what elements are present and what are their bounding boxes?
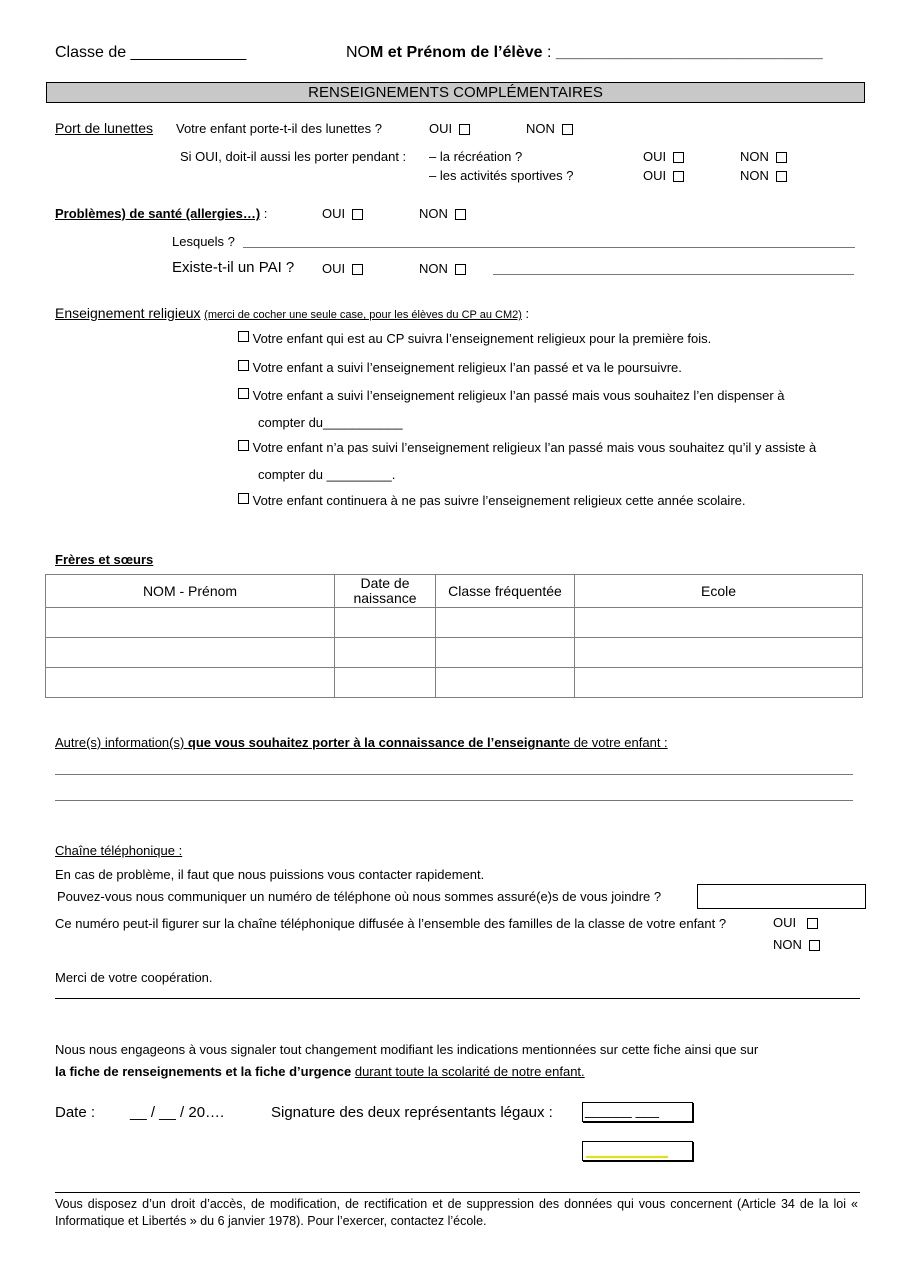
health-yes[interactable]: OUI: [322, 206, 363, 221]
religion-title: Enseignement religieux (merci de cocher une seule case, pour les élèves du CP au CM2) :: [55, 305, 530, 321]
table-cell[interactable]: [46, 668, 335, 698]
religion-option-3[interactable]: Votre enfant a suivi l’enseignement religieux l’an passé mais vous souhaitez l’en dispenser à: [238, 388, 785, 403]
table-cell[interactable]: [436, 668, 575, 698]
table-row: [46, 608, 863, 638]
col-birthdate: Date de naissance: [335, 575, 436, 608]
checkbox-icon[interactable]: [238, 360, 249, 371]
glasses-question: Votre enfant porte-t-il des lunettes ?: [176, 121, 382, 136]
checkbox-icon[interactable]: [352, 264, 363, 275]
checkbox-icon[interactable]: [352, 209, 363, 220]
classe-blank[interactable]: _____________: [130, 44, 247, 61]
pai-yes[interactable]: OUI: [322, 261, 363, 276]
checkbox-icon[interactable]: [238, 388, 249, 399]
checkbox-icon[interactable]: [809, 940, 820, 951]
checkbox-icon[interactable]: [673, 152, 684, 163]
pai-no[interactable]: NON: [419, 261, 466, 276]
highlight-mark: [586, 1156, 668, 1158]
section-banner: RENSEIGNEMENTS COMPLÉMENTAIRES: [46, 82, 865, 103]
phone-title: Chaîne téléphonique :: [55, 843, 183, 858]
sports-no[interactable]: NON: [740, 168, 787, 183]
thanks-text: Merci de votre coopération.: [55, 970, 213, 985]
signature-box-2[interactable]: [582, 1141, 693, 1161]
student-name-label: NOM et Prénom de l’élève : ______________________________: [346, 44, 823, 61]
table-cell[interactable]: [575, 668, 863, 698]
checkbox-icon[interactable]: [776, 152, 787, 163]
health-no[interactable]: NON: [419, 206, 466, 221]
other-info-line-1[interactable]: [55, 774, 853, 775]
siblings-table: [45, 574, 863, 698]
religion-option-4[interactable]: Votre enfant n’a pas suivi l’enseignement religieux l’an passé mais vous souhaitez qu’il y assiste à: [238, 440, 816, 455]
glasses-no[interactable]: NON: [526, 121, 573, 136]
table-row: [46, 638, 863, 668]
checkbox-icon[interactable]: [455, 264, 466, 275]
glasses-recreation: – la récréation ?: [429, 149, 523, 164]
religion-option-5[interactable]: Votre enfant continuera à ne pas suivre l’enseignement religieux cette année scolaire.: [238, 493, 746, 508]
checkbox-icon[interactable]: [562, 124, 573, 135]
health-which-label: Lesquels ?: [172, 234, 235, 249]
health-title: Problèmes) de santé (allergies…) :: [55, 206, 268, 221]
checkbox-icon[interactable]: [455, 209, 466, 220]
table-cell[interactable]: [575, 638, 863, 668]
privacy-footer: Vous disposez d’un droit d’accès, de modification, de rectification et de suppression des données qui vous concernent (Article 34 de la loi « Informatique et Libertés » du 6 janvier 1978). Pour l’exercer, contactez l’école.: [55, 1197, 858, 1228]
other-info-title: Autre(s) information(s) que vous souhaitez porter à la connaissance de l’enseignante de votre enfant :: [55, 735, 668, 750]
religion-note: (merci de cocher une seule case, pour les élèves du CP au CM2): [204, 309, 522, 321]
phone-line-2: Pouvez-vous nous communiquer un numéro de téléphone où nous sommes assuré(e)s de vous joindre ?: [57, 889, 662, 904]
table-cell[interactable]: [46, 608, 335, 638]
phone-number-input[interactable]: [697, 884, 866, 909]
religion-option-3-date[interactable]: compter du___________: [258, 415, 403, 430]
other-info-line-2[interactable]: [55, 800, 853, 801]
religion-option-4-date[interactable]: compter du _________.: [258, 467, 396, 482]
divider: [55, 998, 860, 999]
table-cell[interactable]: [335, 668, 436, 698]
checkbox-icon[interactable]: [807, 918, 818, 929]
pai-details-field[interactable]: [493, 274, 854, 275]
checkbox-icon[interactable]: [238, 331, 249, 342]
glasses-title: Port de lunettes: [55, 120, 154, 136]
glasses-sports: – les activités sportives ?: [429, 168, 574, 183]
checkbox-icon[interactable]: [776, 171, 787, 182]
sports-yes[interactable]: OUI: [643, 168, 684, 183]
signature-box-1[interactable]: ______ ___: [582, 1102, 693, 1122]
religion-option-1[interactable]: Votre enfant qui est au CP suivra l’enseignement religieux pour la première fois.: [238, 331, 711, 346]
commitment-line-1: Nous nous engageons à vous signaler tout changement modifiant les indications mentionnées sur cette fiche ainsi que sur: [55, 1042, 759, 1057]
recreation-yes[interactable]: OUI: [643, 149, 684, 164]
commitment-line-2: la fiche de renseignements et la fiche d’urgence durant toute la scolarité de notre enfant.: [55, 1064, 585, 1079]
religion-option-2[interactable]: Votre enfant a suivi l’enseignement religieux l’an passé et va le poursuivre.: [238, 360, 682, 375]
table-row: [46, 668, 863, 698]
table-cell[interactable]: [335, 608, 436, 638]
pai-label: Existe-t-il un PAI ?: [172, 259, 295, 276]
col-name: NOM - Prénom: [46, 575, 335, 608]
classe-label: Classe de _____________: [55, 44, 247, 61]
date-field[interactable]: __ / __ / 20….: [130, 1104, 225, 1121]
phone-line-3: Ce numéro peut-il figurer sur la chaîne téléphonique diffusée à l’ensemble des familles de la classe de votre enfant ?: [55, 916, 727, 931]
phone-chain-yes[interactable]: OUI: [773, 915, 818, 930]
checkbox-icon[interactable]: [238, 493, 249, 504]
date-label: Date :: [55, 1104, 96, 1121]
col-school: Ecole: [575, 575, 863, 608]
checkbox-icon[interactable]: [459, 124, 470, 135]
health-which-field[interactable]: [243, 247, 855, 248]
table-cell[interactable]: [436, 638, 575, 668]
table-cell[interactable]: [575, 608, 863, 638]
table-cell[interactable]: [335, 638, 436, 668]
recreation-no[interactable]: NON: [740, 149, 787, 164]
phone-chain-no[interactable]: NON: [773, 937, 820, 952]
col-class: Classe fréquentée: [436, 575, 575, 608]
table-cell[interactable]: [46, 638, 335, 668]
checkbox-icon[interactable]: [238, 440, 249, 451]
phone-line-1: En cas de problème, il faut que nous puissions vous contacter rapidement.: [55, 867, 485, 882]
checkbox-icon[interactable]: [673, 171, 684, 182]
table-header-row: [46, 575, 863, 608]
footer-divider: [55, 1192, 860, 1193]
student-name-blank[interactable]: ______________________________: [555, 44, 823, 61]
siblings-title: Frères et sœurs: [55, 552, 154, 567]
signature-label: Signature des deux représentants légaux :: [271, 1104, 553, 1121]
glasses-followup: Si OUI, doit-il aussi les porter pendant :: [180, 149, 407, 164]
glasses-yes[interactable]: OUI: [429, 121, 470, 136]
table-cell[interactable]: [436, 608, 575, 638]
